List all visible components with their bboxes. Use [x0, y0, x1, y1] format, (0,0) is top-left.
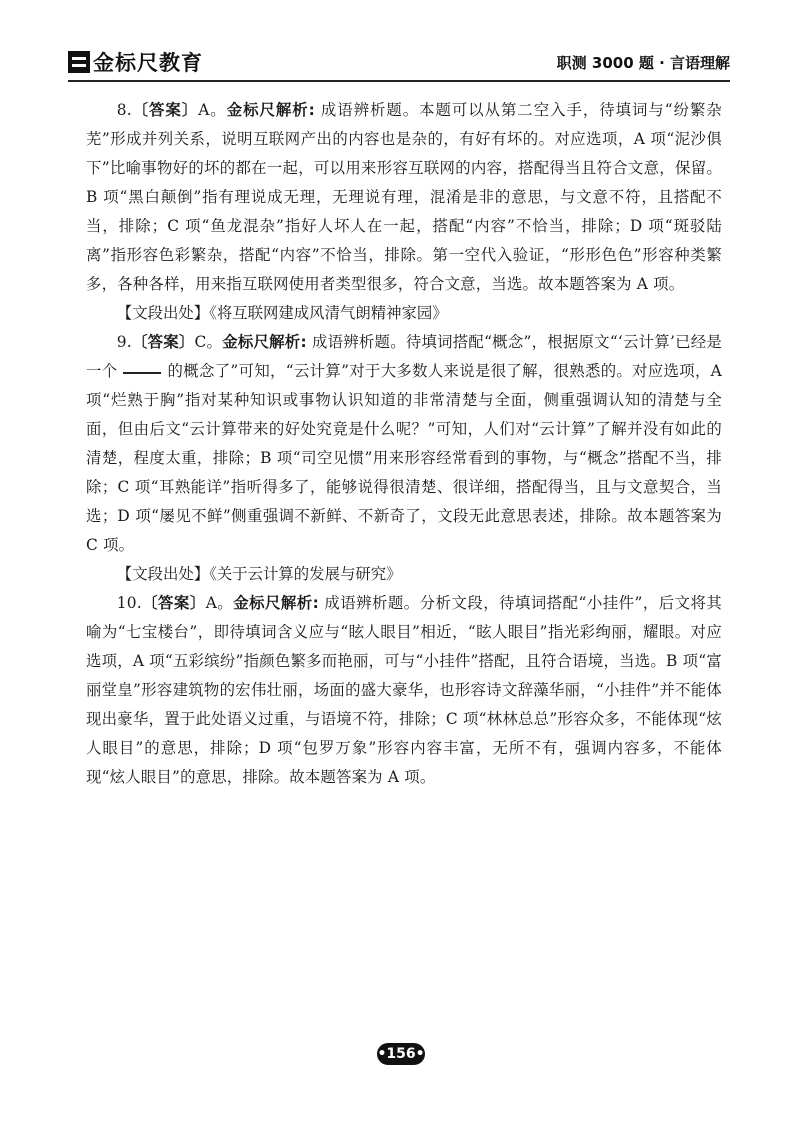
- fill-blank: [123, 371, 161, 374]
- question-number: 8.: [116, 101, 132, 119]
- answer-9: [86, 328, 722, 560]
- answer-8: [86, 96, 722, 299]
- answer-10: [86, 589, 722, 792]
- answer-choice: A。: [198, 101, 227, 119]
- analysis-text: 成语辨析题。分析文段，待填词搭配“小挂件”，后文将其喻为“七宝楼台”，即待填词含义应与“眩人眼目”相近，“眩人眼目”指光彩绚丽，耀眼。对应选项，A 项“五彩缤纷”指颜色繁多而艳丽，可与“小挂件”搭配，且符合语境，当选。B 项“富丽堂皇”形容建筑物的宏伟壮丽，场面的盛大豪华，也形容诗文辞藻华丽，“小挂件”并不能体现出豪华，置于此处语义过重，与语境不符，排除；C 项“林林总总”形容众多，不能体现“炫人眼目”的意思，排除；D 项“包罗万象”形容内容丰富，无所不有，强调内容多，不能体现“炫人眼目”的意思，排除。故本题答案为 A 项。: [86, 594, 723, 786]
- answer-label: 〔答案〕: [141, 594, 206, 612]
- logo-text: 金标尺教育: [93, 51, 203, 75]
- source-9: 【文段出处】《关于云计算的发展与研究》: [116, 565, 402, 583]
- question-number: 9.: [116, 333, 132, 351]
- book-title: 职测 3000 题 · 言语理解: [556, 54, 730, 72]
- question-number: 10.: [116, 594, 142, 612]
- analysis-label: 金标尺解析:: [226, 101, 315, 119]
- answer-label: 〔答案〕: [131, 101, 199, 119]
- analysis-text-after-blank: 的概念了”可知，“云计算”对于大多数人来说是很了解，很熟悉的。对应选项，A 项“烂熟于胸”指对某种知识或事物认识知道的非常清楚与全面，侧重强调认知的清楚与全面，但由后文“云计算带来的好处究竟是什么呢？”可知，人们对“云计算”了解并没有如此的清楚，程度太重，排除；B 项“司空见惯”用来形容经常看到的事物，与“概念”搭配不当，排除；C 项“耳熟能详”指听得多了，能够说得很清楚、很详细，搭配得当，且与文意契合，当选；D 项“屡见不鲜”侧重强调不新鲜、不新奇了，文段无此意思表述，排除。故本题答案为 C 项。: [86, 362, 722, 554]
- source-8: 【文段出处】《将互联网建成风清气朗精神家园》: [116, 304, 448, 322]
- answer-label: 〔答案〕: [131, 333, 195, 351]
- logo-mark-icon: [68, 51, 90, 73]
- page-number: •156•: [377, 1043, 425, 1065]
- analysis-text-before-blank: 成语辨析题。待填词搭配“概念”，根据原文“‘云计算’已经是一个: [86, 333, 722, 380]
- analysis-label: 金标尺解析:: [233, 594, 319, 612]
- analysis-label: 金标尺解析:: [222, 333, 307, 351]
- publisher-logo: [68, 48, 203, 76]
- answer-content: [86, 96, 722, 792]
- analysis-text: 成语辨析题。本题可以从第二空入手，待填词与“纷繁杂芜”形成并列关系，说明互联网产出的内容也是杂的，有好有坏的。对应选项，A 项“泥沙俱下”比喻事物好的坏的都在一起，可以用来形容互联网的内容，搭配得当且符合文意，保留。B 项“黑白颠倒”指有理说成无理，无理说有理，混淆是非的意思，与文意不符，且搭配不当，排除；C 项“鱼龙混杂”指好人坏人在一起，搭配“内容”不恰当，排除；D 项“斑驳陆离”指形容色彩繁杂，搭配“内容”不恰当，排除。第一空代入验证，“形形色色”形容种类繁多，各种各样，用来指互联网使用者类型很多，符合文意，当选。故本题答案为 A 项。: [86, 101, 723, 293]
- header-rule: [68, 80, 730, 82]
- answer-choice: C。: [194, 333, 223, 351]
- page-header: [68, 44, 730, 80]
- answer-choice: A。: [205, 594, 234, 612]
